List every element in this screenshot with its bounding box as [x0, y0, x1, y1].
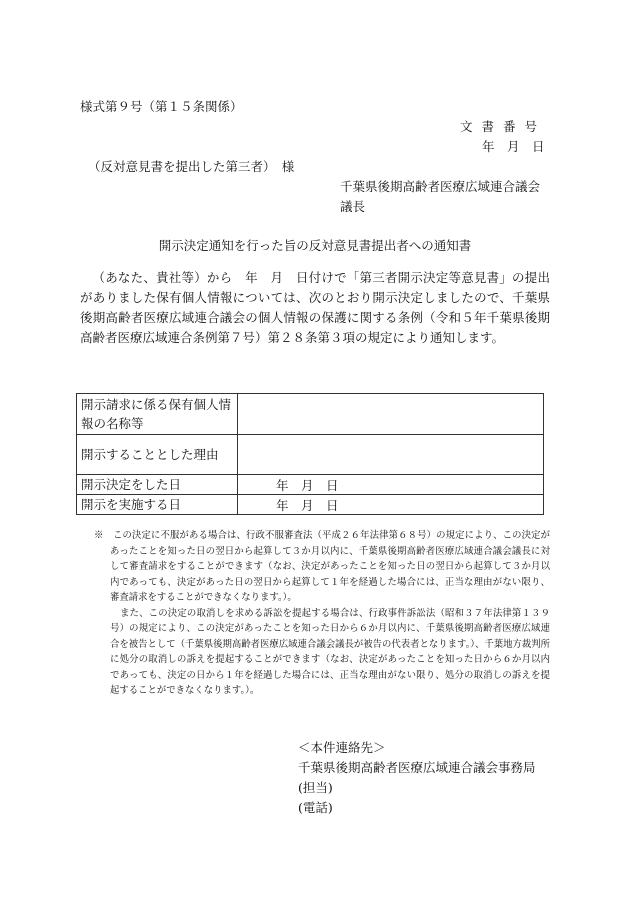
addressee: （反対意見書を提出した第三者） 様: [88, 159, 295, 174]
row-value: [238, 394, 544, 435]
disclosure-info-table: [76, 393, 544, 515]
appeal-notes: [94, 528, 550, 699]
issue-date: 年 月 日: [482, 139, 545, 154]
contact-office: 千葉県後期高齢者医療広域連合議会事務局: [298, 760, 536, 775]
table-row: [77, 475, 544, 495]
contact-heading: ＜本件連絡先＞: [298, 740, 386, 755]
table-row: [77, 394, 544, 435]
row-label: 開示請求に係る保有個人情報の名称等: [77, 394, 238, 435]
body-paragraph: [80, 268, 550, 348]
document-title: 開示決定通知を行った旨の反対意見書提出者への通知書: [158, 238, 472, 253]
row-label: 開示を実施する日: [77, 495, 238, 515]
table-row: [77, 435, 544, 475]
contact-phone: (電話): [298, 800, 333, 815]
row-value: [238, 435, 544, 475]
row-label: 開示決定をした日: [77, 475, 238, 495]
sender-organization: 千葉県後期高齢者医療広域連合議会: [340, 179, 541, 194]
row-label: 開示することとした理由: [77, 435, 238, 475]
form-number: 様式第９号（第１５条関係）: [80, 99, 243, 114]
decision-date-value: 年 月 日: [238, 475, 544, 495]
document-number: 文書番号: [460, 119, 547, 134]
body-text: （あなた、貴社等）から 年 月 日付けで「第三者開示決定等意見書」の提出がありました保有個人情報については、次のとおり開示決定しましたので、千葉県後期高齢者医療広域連合議会の個人情報の保護に関する条例（令和５年千葉県後期高齢者医療広域連合条例第７号）第２８条第３項の規定により通知します。: [80, 270, 550, 345]
note-lawsuit: また、この決定の取消しを求める訴訟を提起する場合は、行政事件訴訟法（昭和３７年法律第１３９号）の規定により、この決定があったことを知った日から６か月以内に、千葉県後期高齢者医療広域連合を被告として（千葉県後期高齢者医療広域連合議会議長が被告の代表者となります。）、千葉地方裁判所に処分の取消しの訴えを提起することができます（なお、決定があったことを知った日から６か月以内であっても、決定の日から１年を経過した場合には、正当な理由がない限り、処分の取消しの訴えを提起することができなくなります。）。: [110, 607, 550, 696]
sender-title: 議長: [340, 199, 366, 214]
table-row: [77, 495, 544, 515]
implementation-date-value: 年 月 日: [238, 495, 544, 515]
contact-person: (担当): [298, 780, 333, 795]
note-appeal: ※ この決定に不服がある場合は、行政不服審査法（平成２６年法律第６８号）の規定により、この決定があったことを知った日の翌日から起算して３か月以内に、千葉県後期高齢者医療広域連合議会議長に対して審査請求をすることができます（なお、決定があったことを知った日の翌日から起算して３か月以内であっても、決定があった日の翌日から起算して１年を経過した場合には、正当な理由がない限り、審査請求をすることができなくなります。）。: [94, 530, 550, 603]
